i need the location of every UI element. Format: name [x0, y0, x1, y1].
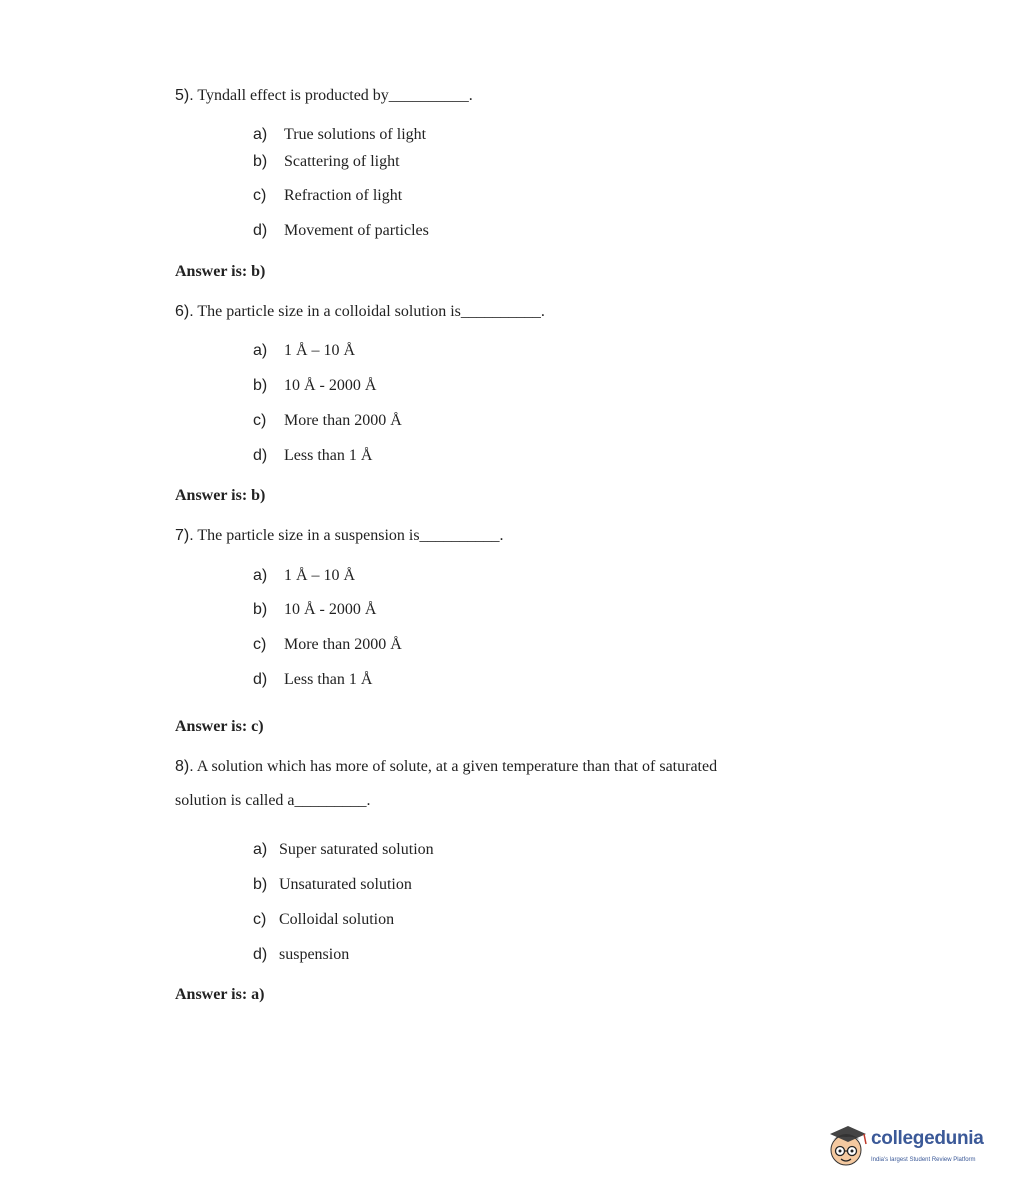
- option-6c: c) More than 2000 Å: [253, 412, 402, 429]
- student-mascot-icon: [826, 1120, 870, 1172]
- question-8-continuation: solution is called a_________.: [175, 792, 371, 809]
- brand-name: collegedunia: [871, 1128, 984, 1149]
- option-7d: d) Less than 1 Å: [253, 671, 373, 688]
- option-7a: a) 1 Å – 10 Å: [253, 567, 356, 584]
- answer-8: Answer is: a): [175, 986, 265, 1003]
- question-number: 5).: [175, 87, 194, 104]
- answer-6: Answer is: b): [175, 487, 266, 504]
- question-number: 8).: [175, 758, 194, 775]
- brand-tagline: India's largest Student Review Platform: [871, 1157, 976, 1163]
- question-number: 6).: [175, 303, 194, 320]
- question-7: [175, 527, 504, 545]
- option-6b: b) 10 Å - 2000 Å: [253, 377, 377, 394]
- question-text: The particle size in a suspension is__________.: [197, 527, 504, 544]
- question-8: [175, 758, 717, 776]
- option-5d: d) Movement of particles: [253, 222, 429, 239]
- answer-5: Answer is: b): [175, 263, 266, 280]
- question-6: [175, 303, 545, 321]
- option-8a: a) Super saturated solution: [253, 841, 434, 858]
- answer-7: Answer is: c): [175, 718, 264, 735]
- option-8b: b) Unsaturated solution: [253, 876, 412, 893]
- option-5b: b) Scattering of light: [253, 153, 400, 170]
- option-7c: c) More than 2000 Å: [253, 636, 402, 653]
- question-number: 7).: [175, 527, 194, 544]
- question-text: The particle size in a colloidal solution is__________.: [197, 303, 545, 320]
- option-8c: c) Colloidal solution: [253, 911, 395, 928]
- question-text: Tyndall effect is producted by__________.: [197, 87, 473, 104]
- collegedunia-logo[interactable]: [826, 1120, 996, 1172]
- question-5: [175, 87, 473, 105]
- option-7b: b) 10 Å - 2000 Å: [253, 601, 377, 618]
- option-6a: a) 1 Å – 10 Å: [253, 342, 356, 359]
- option-8d: d) suspension: [253, 946, 350, 963]
- option-5a: a) True solutions of light: [253, 126, 427, 143]
- question-text: A solution which has more of solute, at a given temperature than that of saturated: [196, 758, 718, 775]
- option-5c: c) Refraction of light: [253, 187, 403, 204]
- option-6d: d) Less than 1 Å: [253, 447, 373, 464]
